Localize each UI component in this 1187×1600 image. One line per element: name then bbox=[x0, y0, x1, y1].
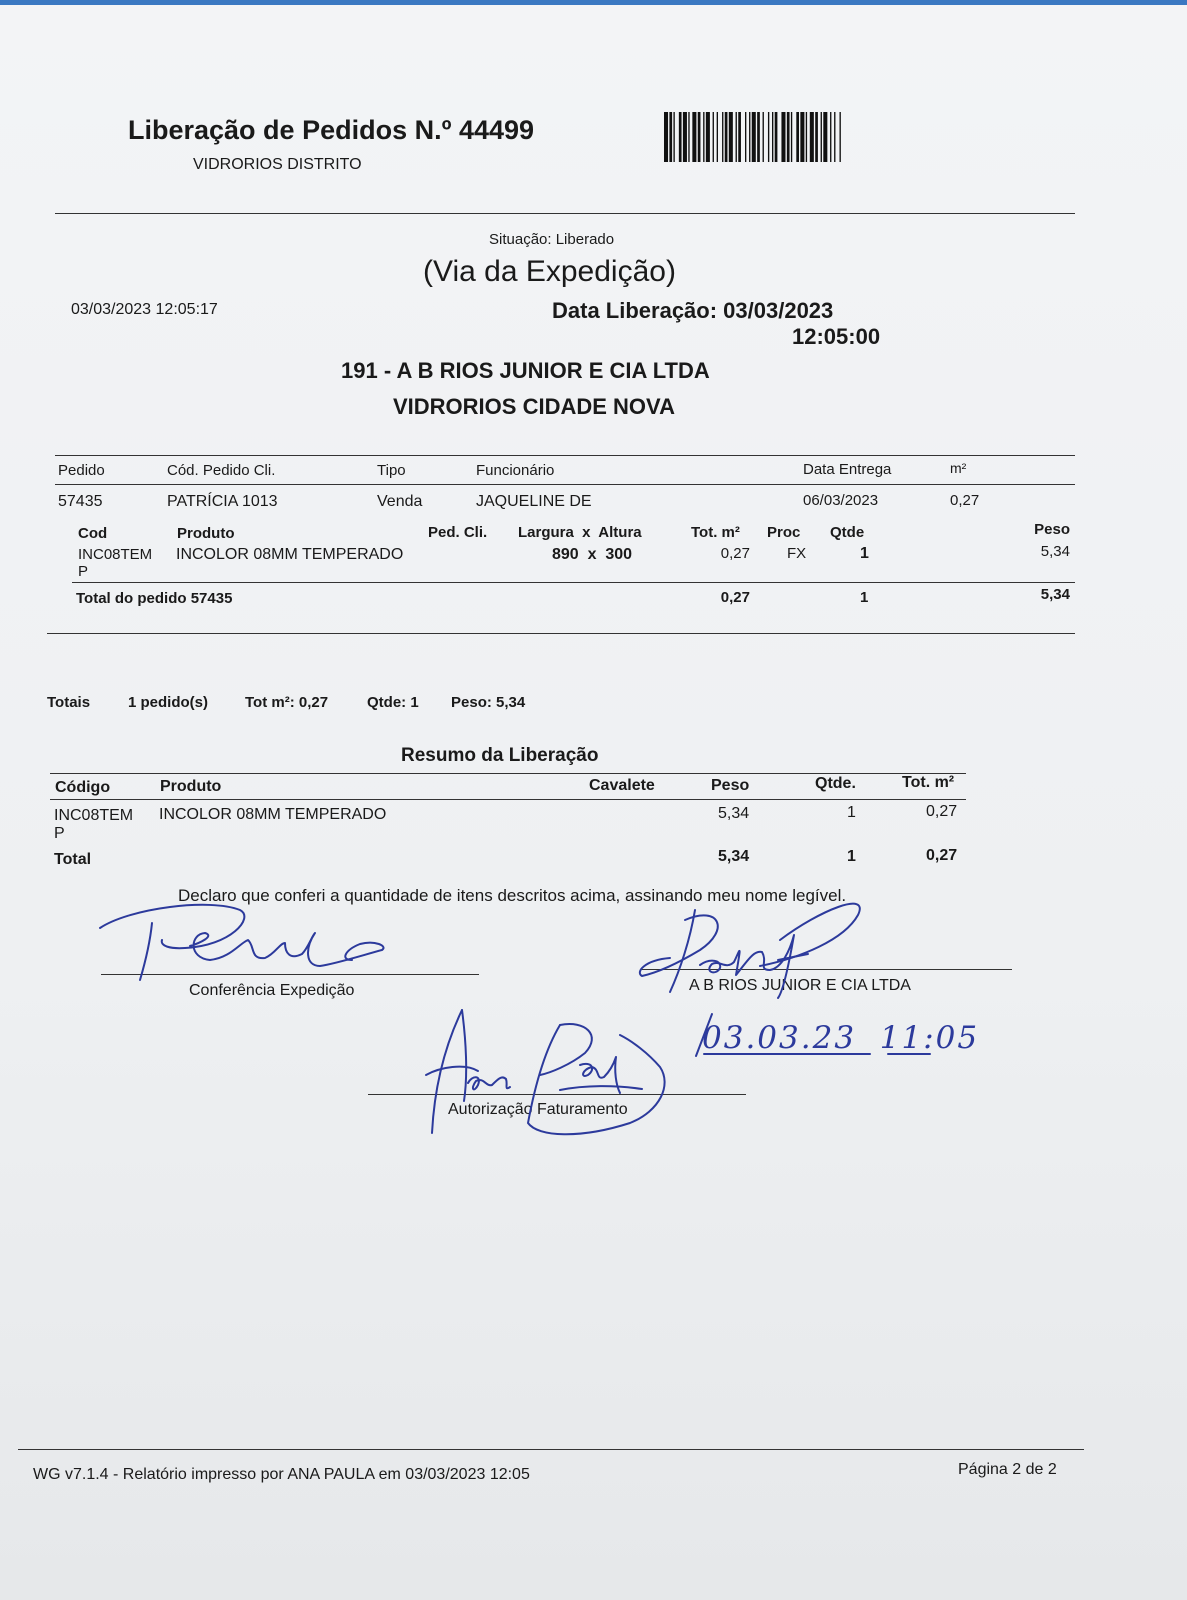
item-header-tot-m2: Tot. m² bbox=[691, 524, 740, 541]
conferencia-signature-icon bbox=[90, 888, 400, 988]
client-signature-label: A B RIOS JUNIOR E CIA LTDA bbox=[689, 977, 911, 994]
barcode-icon bbox=[664, 112, 842, 162]
item-header-peso: Peso bbox=[1034, 521, 1070, 538]
order-number: 57435 bbox=[58, 493, 103, 510]
client-order-code: PATRÍCIA 1013 bbox=[167, 493, 278, 510]
top-edge-band bbox=[0, 0, 1187, 5]
summary-tot-m2: 0,27 bbox=[926, 803, 958, 820]
summary-product: INCOLOR 08MM TEMPERADO bbox=[159, 806, 387, 823]
totals-pedidos: 1 pedido(s) bbox=[128, 694, 209, 711]
item-header-proc: Proc bbox=[767, 524, 801, 541]
client-store: VIDRORIOS CIDADE NOVA bbox=[393, 394, 675, 419]
col-header-pedido: Pedido bbox=[58, 462, 105, 479]
client-name: 191 - A B RIOS JUNIOR E CIA LTDA bbox=[341, 358, 710, 383]
release-time: 12:05:00 bbox=[792, 324, 881, 349]
order-total-m2: 0,27 bbox=[720, 589, 750, 606]
col-header-data-entrega: Data Entrega bbox=[803, 461, 892, 478]
summary-peso: 5,34 bbox=[718, 805, 750, 822]
item-header-ped-cli: Ped. Cli. bbox=[428, 524, 488, 541]
order-type: Venda bbox=[377, 493, 423, 510]
conferencia-label: Conferência Expedição bbox=[189, 982, 355, 999]
status-text: Situação: Liberado bbox=[489, 231, 615, 248]
item-product: INCOLOR 08MM TEMPERADO bbox=[176, 546, 404, 563]
handwritten-date-underline-icon bbox=[690, 1010, 1000, 1060]
client-signature-icon bbox=[630, 880, 890, 1000]
summary-qtde: 1 bbox=[847, 804, 856, 821]
summary-code-cont: P bbox=[54, 825, 65, 842]
employee-name: JAQUELINE DE bbox=[476, 493, 592, 510]
summary-code: INC08TEM bbox=[54, 807, 134, 824]
autorizacao-label: Autorização Faturamento bbox=[448, 1101, 628, 1118]
item-header-largura-altura: Largura x Altura bbox=[518, 524, 642, 541]
summary-total-tot-m2: 0,27 bbox=[926, 847, 958, 864]
summary-total-label: Total bbox=[54, 851, 92, 868]
col-header-m2: m² bbox=[950, 460, 967, 476]
summary-divider bbox=[50, 773, 966, 774]
printed-timestamp: 03/03/2023 12:05:17 bbox=[71, 301, 218, 318]
item-code-cont: P bbox=[78, 563, 89, 580]
item-dimensions: 890 x 300 bbox=[552, 546, 633, 563]
footer-divider bbox=[18, 1449, 1084, 1450]
col-header-cod-pedido-cli: Cód. Pedido Cli. bbox=[167, 462, 276, 479]
summary-divider bbox=[50, 799, 966, 800]
table-divider bbox=[55, 484, 1075, 485]
totals-qtde: Qtde: 1 bbox=[367, 694, 419, 711]
totals-m2: Tot m²: 0,27 bbox=[245, 694, 329, 711]
item-proc: FX bbox=[787, 545, 807, 562]
table-divider bbox=[55, 455, 1075, 456]
delivery-date: 06/03/2023 bbox=[803, 492, 879, 509]
item-peso: 5,34 bbox=[1040, 543, 1070, 560]
divider bbox=[55, 213, 1075, 214]
totals-label: Totais bbox=[47, 694, 91, 711]
totals-peso: Peso: 5,34 bbox=[451, 694, 526, 711]
handwritten-date: 03.03.23 11:05 bbox=[702, 1020, 980, 1056]
summary-total-peso: 5,34 bbox=[718, 848, 750, 865]
order-total-qtde: 1 bbox=[860, 589, 869, 606]
item-qtde: 1 bbox=[860, 545, 869, 562]
item-code: INC08TEM bbox=[78, 546, 153, 563]
release-date: Data Liberação: 03/03/2023 bbox=[552, 298, 834, 323]
item-tot-m2: 0,27 bbox=[720, 545, 750, 562]
summary-header-produto: Produto bbox=[160, 778, 222, 795]
summary-header-peso: Peso bbox=[711, 777, 750, 794]
col-header-funcionario: Funcionário bbox=[476, 462, 555, 479]
footer-printed-by: WG v7.1.4 - Relatório impresso por ANA PAULA em 03/03/2023 12:05 bbox=[33, 1466, 530, 1483]
item-header-cod: Cod bbox=[78, 525, 108, 542]
autorizacao-signature-icon bbox=[410, 1005, 690, 1140]
summary-header-qtde: Qtde. bbox=[815, 775, 856, 792]
item-header-qtde: Qtde bbox=[830, 524, 865, 541]
col-header-tipo: Tipo bbox=[377, 462, 406, 479]
summary-header-tot-m2: Tot. m² bbox=[902, 774, 955, 791]
order-m2: 0,27 bbox=[950, 492, 980, 509]
item-header-produto: Produto bbox=[177, 525, 235, 542]
company-name: VIDRORIOS DISTRITO bbox=[193, 156, 362, 173]
via-label: (Via da Expedição) bbox=[423, 255, 676, 288]
order-total-label: Total do pedido 57435 bbox=[76, 590, 233, 607]
summary-total-qtde: 1 bbox=[847, 848, 856, 865]
summary-header-cavalete: Cavalete bbox=[589, 777, 655, 794]
table-divider bbox=[47, 633, 1075, 634]
table-divider bbox=[72, 582, 1075, 583]
order-total-peso: 5,34 bbox=[1040, 586, 1070, 603]
summary-title: Resumo da Liberação bbox=[401, 745, 599, 766]
document-title: Liberação de Pedidos N.º 44499 bbox=[128, 115, 535, 145]
declaration-text: Declaro que conferi a quantidade de itens descritos acima, assinando meu nome legível. bbox=[178, 886, 847, 905]
summary-header-codigo: Código bbox=[55, 779, 111, 796]
footer-page: Página 2 de 2 bbox=[958, 1461, 1057, 1478]
